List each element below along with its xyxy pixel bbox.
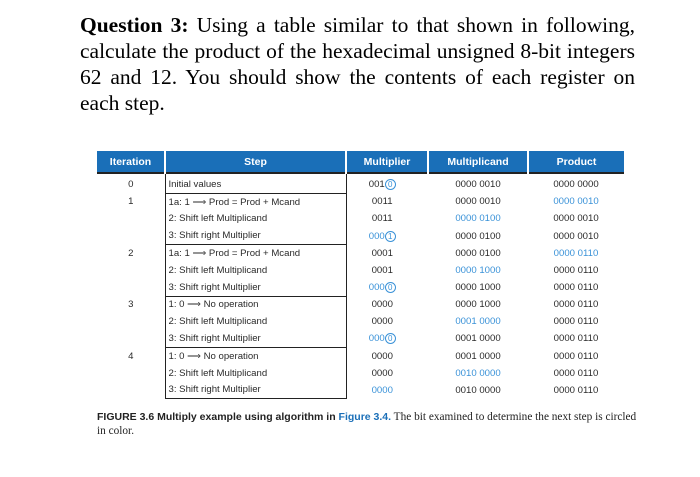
step-cell: 2: Shift left Multiplicand: [165, 211, 346, 228]
product-cell: 0000 0110: [553, 299, 599, 311]
multiplier-cell: [346, 313, 428, 330]
multiplier-bits: 0000: [371, 384, 393, 396]
step-cell: 3: Shift right Multiplier: [165, 279, 346, 296]
product-cell: 0000 0010: [553, 230, 599, 242]
question-label: Question 3:: [80, 13, 189, 37]
iteration-cell: 2: [128, 247, 134, 259]
caption-figure-link[interactable]: Figure 3.4.: [338, 411, 392, 423]
circled-bit: 1: [385, 231, 396, 242]
product-cell: 0000 0110: [553, 264, 599, 276]
circled-bit: 0: [385, 282, 396, 293]
multiplier-bits: 0000: [371, 350, 393, 362]
multiplier-bits: 000: [368, 230, 385, 242]
iteration-cell: [97, 262, 165, 279]
table-row: [97, 193, 624, 210]
multiplier-cell: [346, 279, 428, 296]
multiplicand-cell: 0000 0100: [455, 230, 501, 242]
table-body: [97, 173, 624, 399]
question-text: [80, 12, 635, 116]
multiplicand-cell: 0000 0010: [455, 179, 501, 191]
header-multiplier: Multiplier: [346, 151, 428, 173]
product-cell: 0000 0110: [553, 367, 599, 379]
multiplicand-cell: 0000 1000: [455, 281, 501, 293]
circled-bit: 0: [385, 179, 396, 190]
multiplicand-cell: 0000 0100: [455, 247, 501, 259]
iteration-cell: [97, 382, 165, 399]
iteration-cell: 3: [128, 299, 134, 311]
product-cell: 0000 0010: [553, 196, 599, 208]
multiplier-cell: [346, 245, 428, 262]
multiplier-cell: [346, 211, 428, 228]
product-cell: 0000 0110: [553, 247, 599, 259]
step-cell: 1: 0 ⟹ No operation: [165, 347, 346, 364]
product-cell: 0000 0110: [553, 384, 599, 396]
step-cell: 3: Shift right Multiplier: [165, 330, 346, 347]
table-row: [97, 296, 624, 313]
table-row: [97, 279, 624, 296]
multiplier-bits: 0001: [371, 264, 393, 276]
step-cell: 1a: 1 ⟹ Prod = Prod + Mcand: [165, 245, 346, 262]
multiplier-bits: 0000: [371, 299, 393, 311]
step-cell: 2: Shift left Multiplicand: [165, 313, 346, 330]
multiply-table: [97, 151, 624, 399]
multiplicand-cell: 0001 0000: [455, 316, 501, 328]
multiplier-bits: 000: [368, 333, 385, 345]
table-row: [97, 173, 624, 193]
product-cell: 0000 0000: [553, 179, 599, 191]
header-multiplicand: Multiplicand: [428, 151, 528, 173]
iteration-cell: 1: [128, 196, 134, 208]
step-cell: 2: Shift left Multiplicand: [165, 365, 346, 382]
multiplier-cell: [346, 365, 428, 382]
table-row: [97, 347, 624, 364]
step-cell: 1a: 1 ⟹ Prod = Prod + Mcand: [165, 193, 346, 210]
iteration-cell: 4: [128, 350, 134, 362]
multiplier-bits: 0011: [371, 196, 393, 208]
multiplicand-cell: 0000 1000: [455, 299, 501, 311]
multiplier-bits: 0000: [371, 316, 393, 328]
step-cell: 2: Shift left Multiplicand: [165, 262, 346, 279]
multiplier-cell: [346, 173, 428, 193]
multiplier-cell: [346, 262, 428, 279]
iteration-cell: [97, 211, 165, 228]
header-iteration: Iteration: [97, 151, 165, 173]
caption-title: Multiply example using algorithm in: [154, 411, 339, 423]
multiplier-bits: 0011: [371, 213, 393, 225]
iteration-cell: [97, 330, 165, 347]
multiplicand-cell: 0000 0100: [455, 213, 501, 225]
table-row: [97, 313, 624, 330]
multiplicand-cell: 0001 0000: [455, 350, 501, 362]
table-row: [97, 262, 624, 279]
table-row: [97, 365, 624, 382]
product-cell: 0000 0110: [553, 350, 599, 362]
table-row: [97, 245, 624, 262]
multiplicand-cell: 0000 0010: [455, 196, 501, 208]
multiplier-cell: [346, 227, 428, 244]
iteration-cell: [97, 313, 165, 330]
header-step: Step: [165, 151, 346, 173]
figure-caption: [97, 410, 637, 438]
caption-figure-label: FIGURE 3.6: [97, 411, 155, 423]
multiplicand-cell: 0010 0000: [455, 384, 501, 396]
multiplier-cell: [346, 296, 428, 313]
multiplier-bits: 0001: [371, 247, 393, 259]
multiplier-cell: [346, 193, 428, 210]
iteration-cell: [97, 365, 165, 382]
table-row: [97, 382, 624, 399]
multiplicand-cell: 0010 0000: [455, 367, 501, 379]
table-row: [97, 211, 624, 228]
table-row: [97, 330, 624, 347]
caption-tail: The bit examined to determine the next step is circled in color.: [97, 411, 637, 437]
iteration-cell: 0: [128, 179, 134, 191]
step-cell: Initial values: [165, 173, 346, 193]
multiplier-cell: [346, 347, 428, 364]
question-body: Using a table similar to that shown in following, calculate the product of the hexadecimal unsigned 8-bit integers 62 and 12. You should show the contents of each register on each step.: [80, 13, 635, 115]
product-cell: 0000 0110: [553, 316, 599, 328]
step-cell: 3: Shift right Multiplier: [165, 227, 346, 244]
product-cell: 0000 0010: [553, 213, 599, 225]
table-row: [97, 227, 624, 244]
table-header-row: [97, 151, 624, 173]
multiplier-cell: [346, 382, 428, 399]
product-cell: 0000 0110: [553, 281, 599, 293]
iteration-cell: [97, 227, 165, 244]
multiplier-bits: 0000: [371, 367, 393, 379]
multiplier-bits: 000: [368, 281, 385, 293]
multiplier-bits: 001: [368, 179, 385, 191]
multiplier-cell: [346, 330, 428, 347]
iteration-cell: [97, 279, 165, 296]
circled-bit: 0: [385, 333, 396, 344]
multiplicand-cell: 0000 1000: [455, 264, 501, 276]
step-cell: 1: 0 ⟹ No operation: [165, 296, 346, 313]
header-product: Product: [528, 151, 624, 173]
step-cell: 3: Shift right Multiplier: [165, 382, 346, 399]
product-cell: 0000 0110: [553, 333, 599, 345]
multiplicand-cell: 0001 0000: [455, 333, 501, 345]
